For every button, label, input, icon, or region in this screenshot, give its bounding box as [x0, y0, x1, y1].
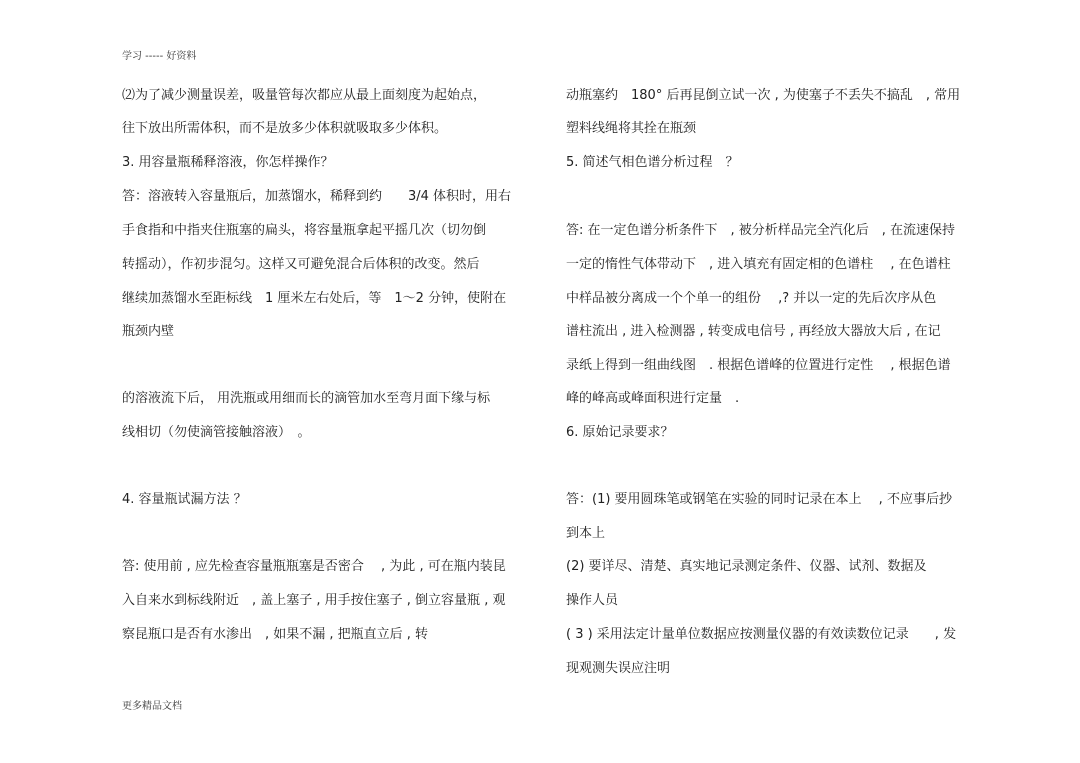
text-line: 答：溶液转入容量瓶后，加蒸馏水，稀释到约 3/4 体积时，用右	[122, 189, 512, 204]
text-line: 答: 在一定色谱分析条件下 , 被分析样品完全汽化后 , 在流速保持	[566, 223, 956, 238]
text-line: 塑料线绳将其拴在瓶颈	[566, 121, 697, 136]
text-line: 峰的峰高或峰面积进行定量 .	[566, 391, 740, 406]
text-line: 继续加蒸馏水至距标线 1 厘米左右处后，等 1～2 分钟，使附在	[122, 291, 507, 306]
text-line: 线相切（勿使滴管接触溶液） 。	[122, 425, 311, 440]
text-line: 到本上	[566, 526, 606, 541]
text-line: 答: 使用前 , 应先检查容量瓶瓶塞是否密合 , 为此 , 可在瓶内装昆	[122, 559, 506, 574]
text-line: 一定的惰性气体带动下 , 进入填充有固定相的色谱柱 , 在色谱柱	[566, 257, 951, 272]
text-line: 往下放出所需体积，而不是放多少体积就吸取多少体积。	[122, 121, 448, 136]
text-line: 察昆瓶口是否有水渗出 , 如果不漏 , 把瓶直立后 , 转	[122, 627, 429, 642]
text-line: 转摇动），作初步混匀。这样又可避免混合后体积的改变。然后	[122, 257, 480, 272]
question-heading: 6. 原始记录要求？	[566, 425, 674, 440]
text-line: 答：(1) 要用圆珠笔或钢笔在实验的同时记录在本上 , 不应事后抄	[566, 492, 952, 507]
page-footer: 更多精品文档	[122, 701, 182, 712]
text-line: 手食指和中指夹住瓶塞的扁头，将容量瓶拿起平摇几次（切勿倒	[122, 223, 487, 238]
question-heading: 4. 容量瓶试漏方法 ？	[122, 492, 247, 507]
text-line: ( 3 ) 采用法定计量单位数据应按测量仪器的有效读数位记录 , 发	[566, 627, 957, 642]
question-heading: 3. 用容量瓶稀释溶液，你怎样操作？	[122, 155, 334, 170]
text-line: 谱柱流出 , 进入检测器 , 转变成电信号 , 再经放大器放大后 , 在记	[566, 324, 941, 339]
text-line: 现观测失误应注明	[566, 661, 671, 676]
text-line: 中样品被分离成一个个单一的组份 ,? 并以一定的先后次序从色	[566, 291, 937, 306]
text-line: (2) 要详尽、清楚、真实地记录测定条件、仪器、试剂、数据及	[566, 559, 927, 574]
page-header: 学习 ----- 好资料	[122, 51, 197, 62]
text-line: 入自来水到标线附近 , 盖上塞子 , 用手按住塞子 , 倒立容量瓶 , 观	[122, 593, 506, 608]
text-line: ⑵为了减少测量误差，吸量管每次都应从最上面刻度为起始点，	[122, 88, 487, 103]
text-line: 操作人员	[566, 593, 619, 608]
text-line: 动瓶塞约 180° 后再昆倒立试一次 , 为使塞子不丢失不搞乱 , 常用	[566, 88, 961, 103]
text-line: 瓶颈内壁	[122, 324, 175, 339]
question-heading: 5. 简述气相色谱分析过程 ？	[566, 155, 739, 170]
text-line: 的溶液流下后， 用洗瓶或用细而长的滴管加水至弯月面下缘与标	[122, 391, 491, 406]
text-line: 录纸上得到一组曲线图 . 根据色谱峰的位置进行定性 , 根据色谱	[566, 358, 951, 373]
